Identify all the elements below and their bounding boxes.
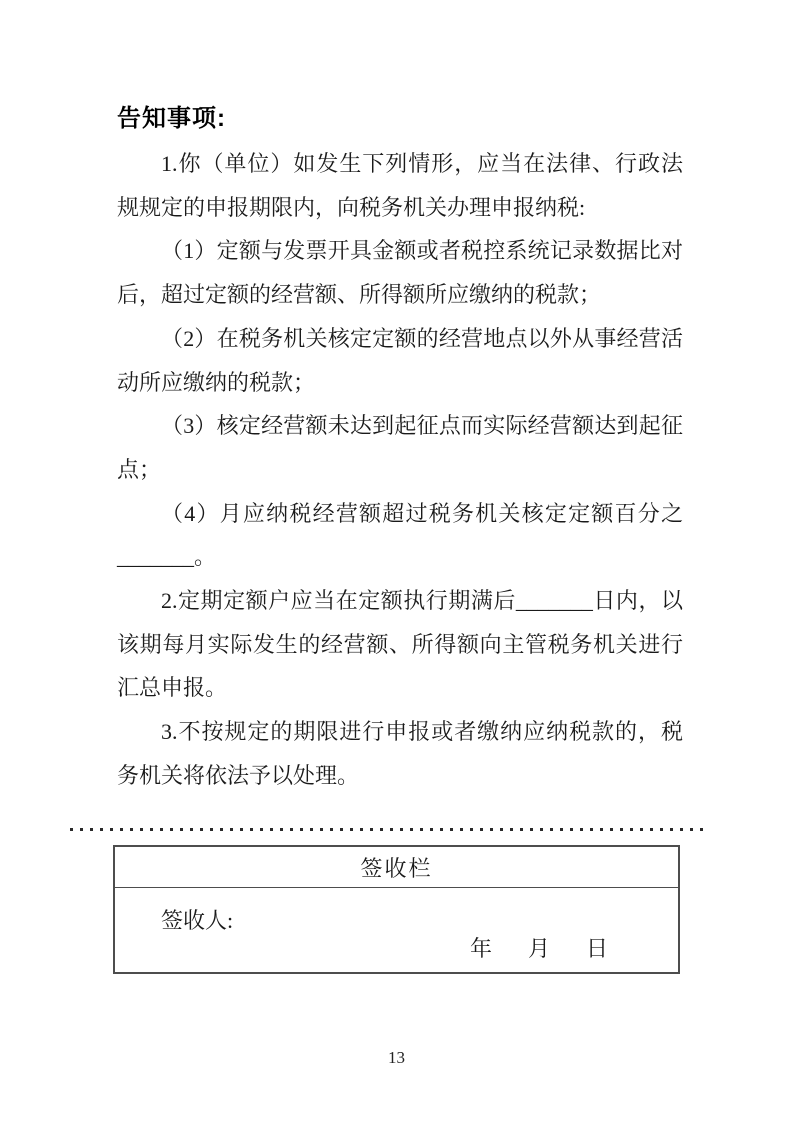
notice-heading: 告知事项:	[117, 105, 226, 132]
signer-label: 签收人:	[161, 908, 234, 933]
paragraph-1-item-2: （2）在税务机关核定定额的经营地点以外从事经营活动所应缴纳的税款；	[117, 325, 683, 395]
paragraph-1-item-1: （1）定额与发票开具金额或者税控系统记录数据比对后，超过定额的经营额、所得额所应缴纳的税款；	[117, 238, 683, 308]
date-line	[470, 932, 608, 963]
page-number: 13	[388, 1048, 405, 1067]
paragraph-2: 2.定期定额户应当在定额执行期满后_______日内，以该期每月实际发生的经营额、所得额向主管税务机关进行汇总申报。	[117, 588, 683, 701]
sign-box-body	[115, 888, 678, 971]
day-label: 日	[585, 936, 608, 961]
paragraph-1: 1.你（单位）如发生下列情形，应当在法律、行政法规规定的申报期限内，向税务机关办理申报纳税:	[117, 151, 683, 220]
paragraph-3: 3.不按规定的期限进行申报或者缴纳应纳税款的，税务机关将依法予以处理。	[117, 719, 683, 788]
signature-receipt-box	[113, 845, 680, 974]
year-label: 年	[469, 936, 492, 961]
sign-box-title: 签收栏	[115, 847, 678, 888]
notice-paragraphs	[117, 142, 683, 798]
notice-section	[117, 104, 683, 798]
paragraph-1-item-4: （4）月应纳税经营额超过税务机关核定定额百分之_______。	[117, 500, 683, 570]
month-label: 月	[527, 936, 550, 961]
paragraph-1-item-3: （3）核定经营额未达到起征点而实际经营额达到起征点；	[117, 413, 683, 482]
cut-separator-dotted-line	[70, 828, 710, 831]
